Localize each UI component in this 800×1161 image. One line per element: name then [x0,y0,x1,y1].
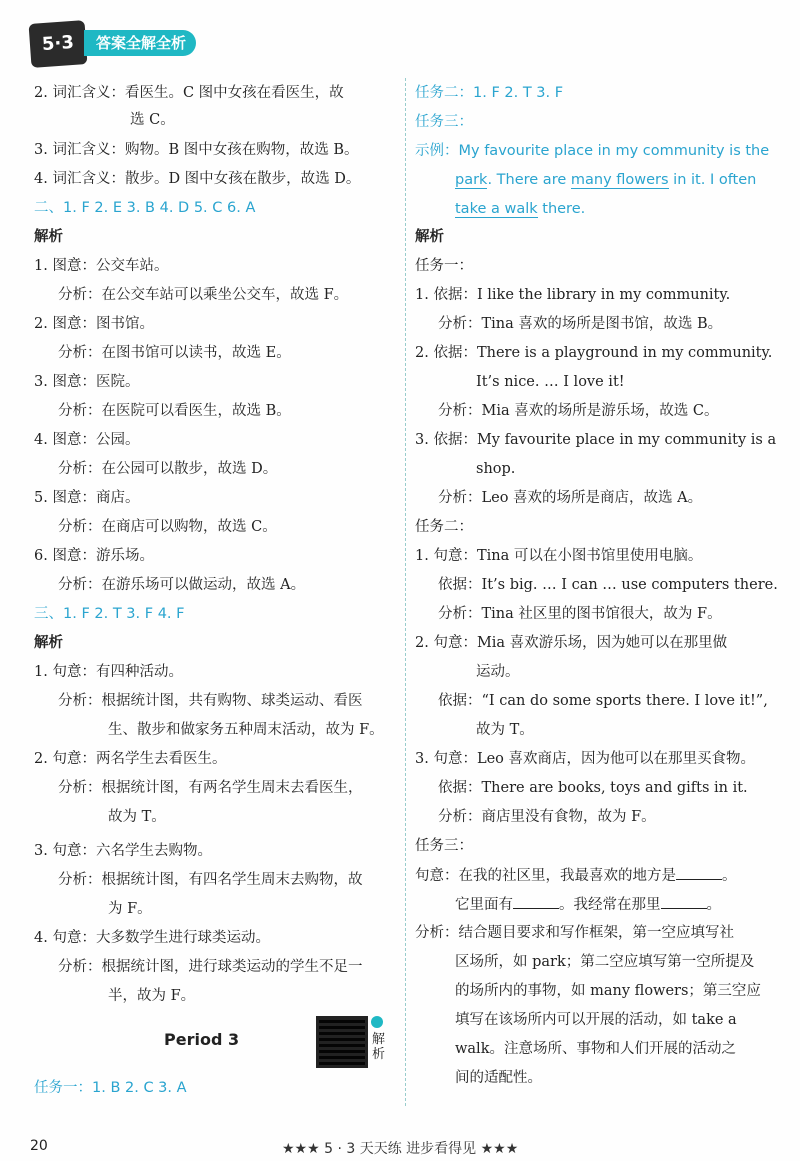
left-line: 分析：根据统计图，进行球类运动的学生不足一 [58,959,363,975]
right-line: It’s nice. … I love it! [476,374,625,390]
left-line: 分析：在商店可以购物，故选 C。 [58,519,277,535]
right-line: 间的适配性。 [455,1070,542,1086]
right-line: 2. 句意：Mia 喜欢游乐场，因为她可以在那里做 [415,635,728,651]
task-one-answers: 任务一：1. B 2. C 3. A [34,1080,187,1096]
period-title: Period 3 [164,1030,240,1049]
page-number: 20 [30,1138,48,1154]
left-line: 4. 词汇含义：散步。D 图中女孩在散步，故选 D。 [34,171,361,187]
left-line: 分析：根据统计图，有两名学生周末去看医生， [58,780,363,796]
right-line: 依据：“I can do some sports there. I love it!”, [438,693,768,709]
left-line: 分析：在公交车站可以乘坐公交车，故选 F。 [58,287,349,303]
right-line: 3. 依据：My favourite place in my community is a [415,432,777,448]
task-heading: 任务三： [415,838,473,854]
task-two-answers: 任务二：1. F 2. T 3. F [415,85,564,101]
left-line: 1. 图意：公交车站。 [34,258,169,274]
sample-text: in it. I often [668,172,757,188]
right-line: 1. 依据：I like the library in my community. [415,287,731,303]
left-line: 2. 句意：两名学生去看医生。 [34,751,227,767]
blank-answer: take a walk [455,201,538,217]
blank-answer: park [455,172,488,188]
logo: 5·3 [29,20,88,68]
left-line: 分析：根据统计图，有四名学生周末去购物，故 [58,872,363,888]
task-heading: 任务一： [415,258,473,274]
right-line: 分析：Leo 喜欢的场所是商店，故选 A。 [438,490,703,506]
left-line: 3. 图意：医院。 [34,374,140,390]
right-line: 2. 依据：There is a playground in my community. [415,345,773,361]
right-line: 3. 句意：Leo 喜欢商店，因为他可以在那里买食物。 [415,751,755,767]
left-line: 半，故为 F。 [108,988,196,1004]
left-line: 4. 图意：公园。 [34,432,140,448]
right-line: 依据：There are books, toys and gifts in it. [438,780,748,796]
sample-line: 示例：My favourite place in my community is the [415,143,770,159]
right-line: 故为 T。 [476,722,534,738]
sample-text: there. [537,201,586,217]
sentence-text: 。我经常在那里 [559,897,661,913]
left-line: 2. 词汇含义：看医生。C 图中女孩在看医生，故 [34,85,344,101]
left-line: 3. 句意：六名学生去购物。 [34,843,212,859]
section-two-answers: 二、1. F 2. E 3. B 4. D 5. C 6. A [34,200,256,216]
sample-text: . There are [487,172,571,188]
left-line: 分析：在图书馆可以读书，故选 E。 [58,345,291,361]
header-banner: 答案全解全析 [84,30,196,56]
analysis-heading: 解析 [34,229,63,245]
right-line: 区场所，如 park；第二空应填写第一空所提及 [455,954,755,970]
play-icon [371,1016,383,1028]
left-line: 6. 图意：游乐场。 [34,548,154,564]
task-heading: 任务二： [415,519,473,535]
right-line: 的场所内的事物，如 many flowers；第三空应 [455,983,761,999]
left-line: 为 F。 [108,901,152,917]
sample-line [455,170,756,190]
left-line: 4. 句意：大多数学生进行球类运动。 [34,930,270,946]
left-line: 选 C。 [130,112,175,128]
fill-blank [513,894,559,909]
left-line: 5. 图意：商店。 [34,490,140,506]
right-line: 运动。 [476,664,520,680]
right-line: 填写在该场所内可以开展的活动，如 take a [455,1012,737,1028]
left-line: 分析：在公园可以散步，故选 D。 [58,461,278,477]
right-line: 分析：Mia 喜欢的场所是游乐场，故选 C。 [438,403,719,419]
sample-line [455,199,585,219]
analysis-heading: 解析 [34,635,63,651]
column-divider [405,78,406,1106]
blank-answer: many flowers [570,172,669,188]
left-line: 2. 图意：图书馆。 [34,316,154,332]
fill-blank [661,894,707,909]
right-line [455,894,721,915]
right-line: 1. 句意：Tina 可以在小图书馆里使用电脑。 [415,548,703,564]
left-line: 1. 句意：有四种活动。 [34,664,183,680]
left-line: 分析：在游乐场可以做运动，故选 A。 [58,577,306,593]
right-line: 分析：结合题目要求和写作框架，第一空应填写社 [415,925,734,941]
right-line: shop. [476,461,516,477]
qr-label: 解析 [372,1032,386,1062]
right-line [415,865,737,886]
left-line: 生、散步和做家务五种周末活动，故为 F。 [108,722,384,738]
sentence-text: 句意：在我的社区里，我最喜欢的地方是 [415,868,676,884]
footer-slogan: ★★★ 5 · 3 天天练 进步看得见 ★★★ [282,1141,519,1157]
left-line: 分析：在医院可以看医生，故选 B。 [58,403,291,419]
left-line: 故为 T。 [108,809,166,825]
sentence-text: 。 [722,868,737,884]
analysis-heading: 解析 [415,229,444,245]
right-line: 分析：Tina 社区里的图书馆很大，故为 F。 [438,606,722,622]
right-line: walk。注意场所、事物和人们开展的活动之 [455,1041,736,1057]
left-line: 3. 词汇含义：购物。B 图中女孩在购物，故选 B。 [34,142,359,158]
fill-blank [676,865,722,880]
sentence-text: 它里面有 [455,897,513,913]
right-line: 依据：It’s big. … I can … use computers there. [438,577,778,593]
task-three-heading: 任务三： [415,114,473,130]
left-line: 分析：根据统计图，共有购物、球类运动、看医 [58,693,363,709]
right-line: 分析：Tina 喜欢的场所是图书馆，故选 B。 [438,316,723,332]
qr-code[interactable] [316,1016,368,1068]
right-line: 分析：商店里没有食物，故为 F。 [438,809,656,825]
section-three-answers: 三、1. F 2. T 3. F 4. F [34,606,185,622]
sentence-text: 。 [706,897,721,913]
